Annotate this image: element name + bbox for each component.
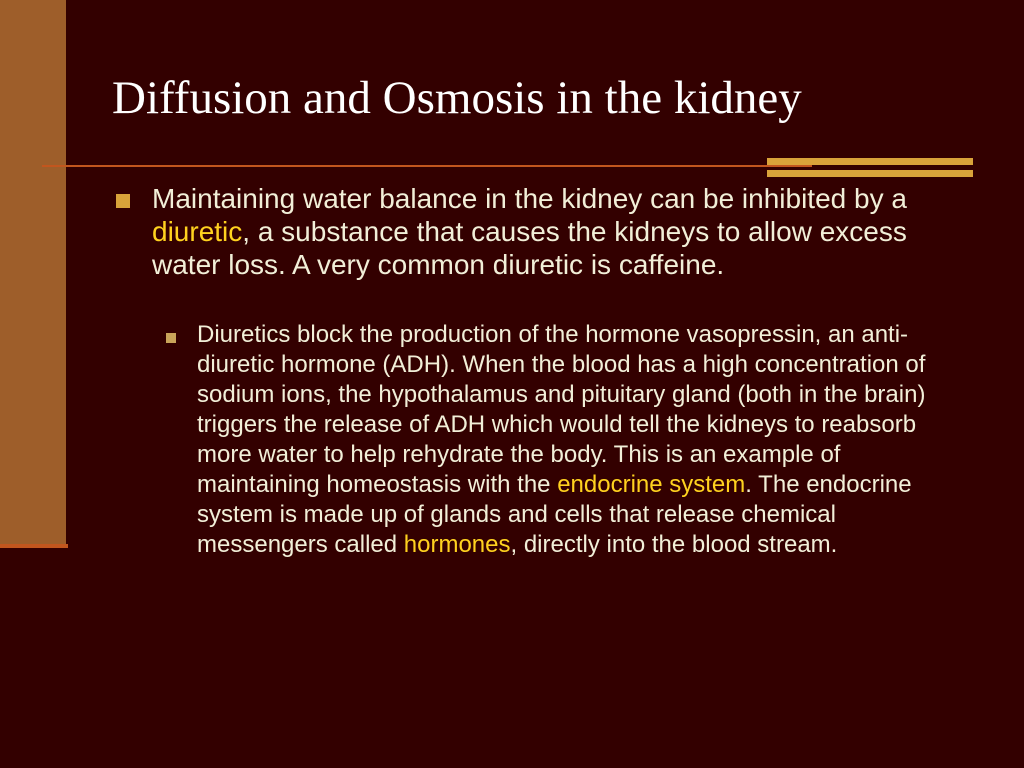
accent-bar-bottom — [767, 170, 973, 177]
bullet-2-part-2: . The endocrine system is made up of glands and cells that release chemical messengers called — [197, 471, 912, 558]
square-subbullet-icon — [166, 333, 176, 343]
highlight-hormones: hormones — [403, 531, 511, 558]
slide-title: Diffusion and Osmosis in the kidney — [112, 72, 802, 124]
highlight-diuretic: diuretic — [152, 216, 243, 247]
title-divider-line — [42, 165, 812, 167]
bullet-2-part-3: , directly into the blood stream. — [510, 531, 838, 558]
accent-bar-top — [767, 158, 973, 165]
side-decorative-panel — [0, 0, 66, 544]
bullet-level-1-text — [152, 182, 916, 281]
bullet-level-1 — [116, 182, 916, 281]
bullet-1-text-before: Maintaining water balance in the kidney can be inhibited by a — [152, 183, 907, 214]
bullet-level-2-text — [197, 320, 956, 560]
bullet-level-2 — [166, 320, 956, 560]
accent-bars — [767, 157, 973, 181]
square-bullet-icon — [116, 194, 130, 208]
side-panel-edge-line — [0, 544, 68, 548]
highlight-endocrine-system: endocrine system — [557, 471, 746, 498]
bullet-1-text-after: , a substance that causes the kidneys to allow excess water loss. A very common diuretic is caffeine. — [152, 216, 907, 280]
bullet-2-part-1: Diuretics block the production of the hormone vasopressin, an anti-diuretic hormone (ADH). When the blood has a high concentration of sodium ions, the hypothalamus and pituitary gland (both in the brain) triggers the release of ADH which would tell the kidneys to reabsorb more water to help rehydrate the body. This is an example of maintaining homeostasis with the — [197, 321, 926, 498]
